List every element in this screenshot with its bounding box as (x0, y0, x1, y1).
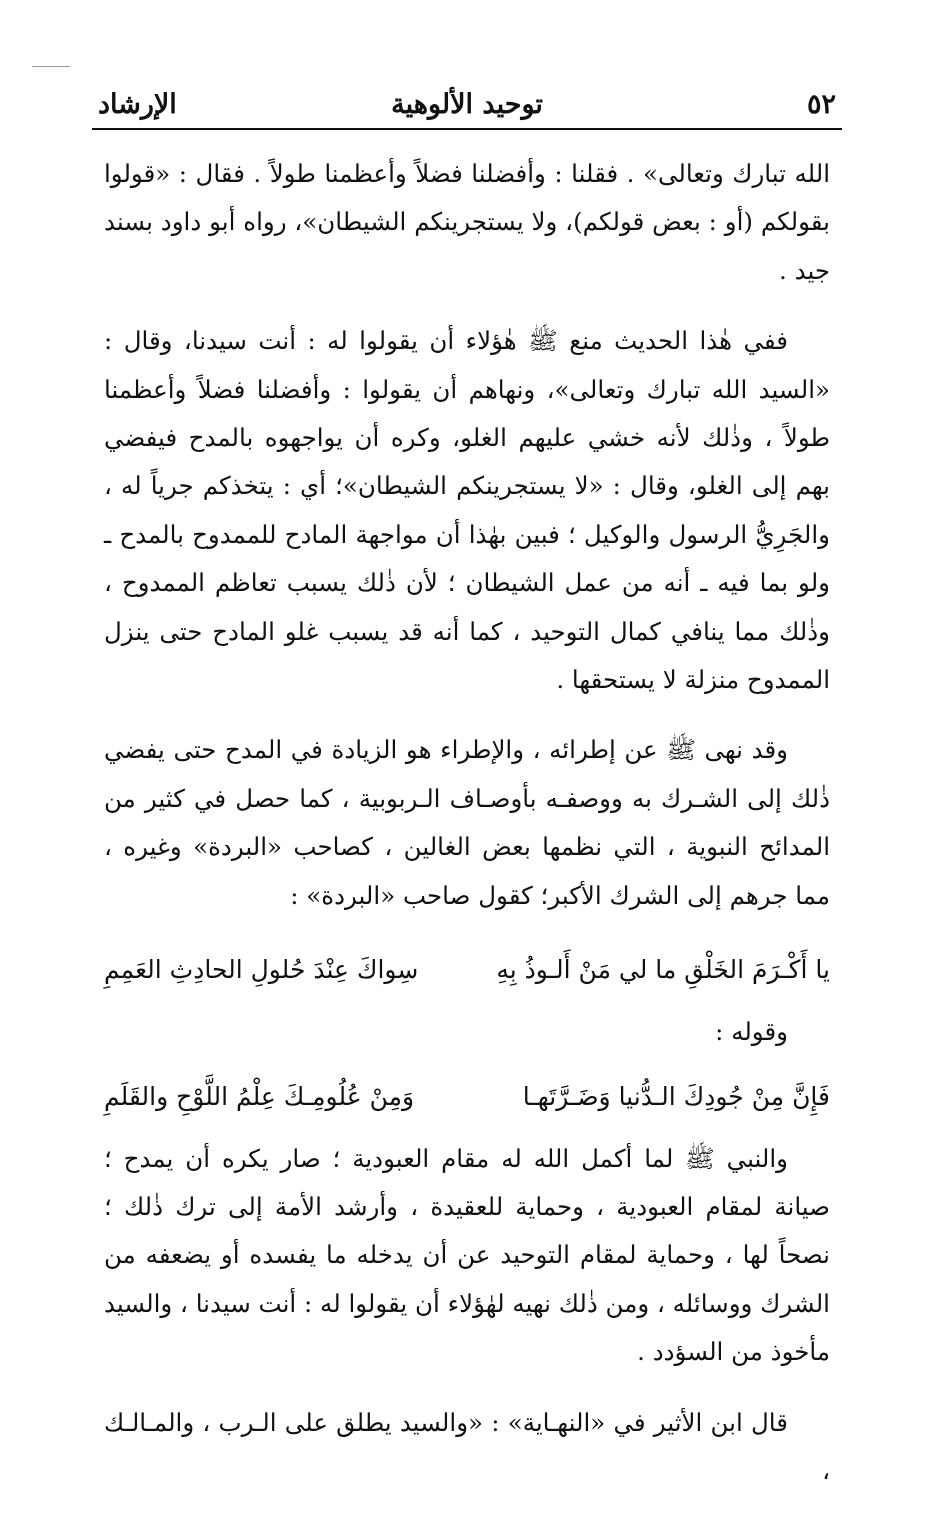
verse-2-second-hemistich: وَمِنْ عُلُومِـكَ عِلْمُ اللَّوْحِ والقَلَمِ (104, 1081, 415, 1111)
poem-verse-1 (104, 942, 830, 998)
poem-verse-2 (104, 1069, 830, 1125)
page-body (104, 150, 830, 1517)
verse-intro-label: وقوله : (715, 1017, 788, 1047)
header-rule (92, 128, 842, 130)
paragraph-2: ففي هٰذا الحديث منع ﷺ هٰؤلاء أن يقولوا له : أنت سيدنا، وقال : «السيد الله تبارك وتعالى»، ونهاهم أن يقولوا : وأفضلنا فضلاً وأعظمنا طولاً ، وذٰلك لأنه خشي عليهم الغلو، وكره أن يواجهوه بالمدح فيفضي بهم إلى الغلو، وقال : «لا يستجرينكم الشيطان»؛ أي : يتخذكم جرياً له ، والجَرِيُّ الرسول والوكيل ؛ فبين بهٰذا أن مواجهة المادح للممدوح بالمدح ـ ولو بما فيه ـ أنه من عمل الشيطان ؛ لأن ذٰلك يسبب تعاظم الممدوح ، وذٰلك مما ينافي كمال التوحيد ، كما أنه قد يسبب غلو المادح حتى ينزل الممدوح منزلة لا يستحقها . (104, 326, 830, 695)
verse-2-first-hemistich: فَإِنَّ مِنْ جُودِكَ الـدُّنيا وَضَـرَّتَهـا (522, 1081, 830, 1111)
running-header (92, 82, 842, 128)
paragraph-4: والنبي ﷺ لما أكمل الله له مقام العبودية ؛ صار يكره أن يمدح ؛ صيانة لمقام العبودية ، وحماية للعقيدة ، وأرشد الأمة إلى ترك ذٰلك ؛ نصحاً لها ، وحماية لمقام التوحيد عن أن يدخله ما يفسده أو يضعفه من الشرك ووسائله ، ومن ذٰلك نهيه لهٰؤلاء أن يقولوا له : أنت سيدنا ، والسيد مأخوذ من السؤدد . (104, 1143, 830, 1367)
paragraph-1: الله تبارك وتعالى» . فقلنا : وأفضلنا فضلاً وأعظمنا طولاً . فقال : «قولوا بقولكم (أو : بعض قولكم)، ولا يستجرينكم الشيطان»، رواه أبو داود بسند جيد . (104, 159, 830, 285)
paragraph-5: قال ابن الأثير في «النهـاية» : «والسيد يطلق على الـرب ، والمـالـك ، (104, 1407, 830, 1485)
series-name: الإرشاد (98, 89, 177, 120)
verse-1-second-hemistich: سِواكَ عِنْدَ حُلولِ الحادِثِ العَمِمِ (104, 955, 419, 985)
paragraph-3: وقد نهى ﷺ عن إطرائه ، والإطراء هو الزيادة في المدح حتى يفضي ذٰلك إلى الشـرك به ووصفـه بأوصـاف الـربوبية ، كما حصل في كثير من المدائح النبوية ، التي نظمها بعض الغالين ، كصاحب «البردة» وغيره ، مما جرهم إلى الشرك الأكبر؛ كقول صاحب «البردة» : (104, 735, 830, 910)
running-title: توحيد الألوهية (391, 89, 543, 120)
verse-1-first-hemistich: يا أَكْـرَمَ الخَلْقِ ما لي مَنْ أَلـوذُ بِهِ (496, 955, 830, 985)
scan-corner-mark (32, 66, 70, 67)
page-number: ٥٢ (806, 89, 836, 120)
